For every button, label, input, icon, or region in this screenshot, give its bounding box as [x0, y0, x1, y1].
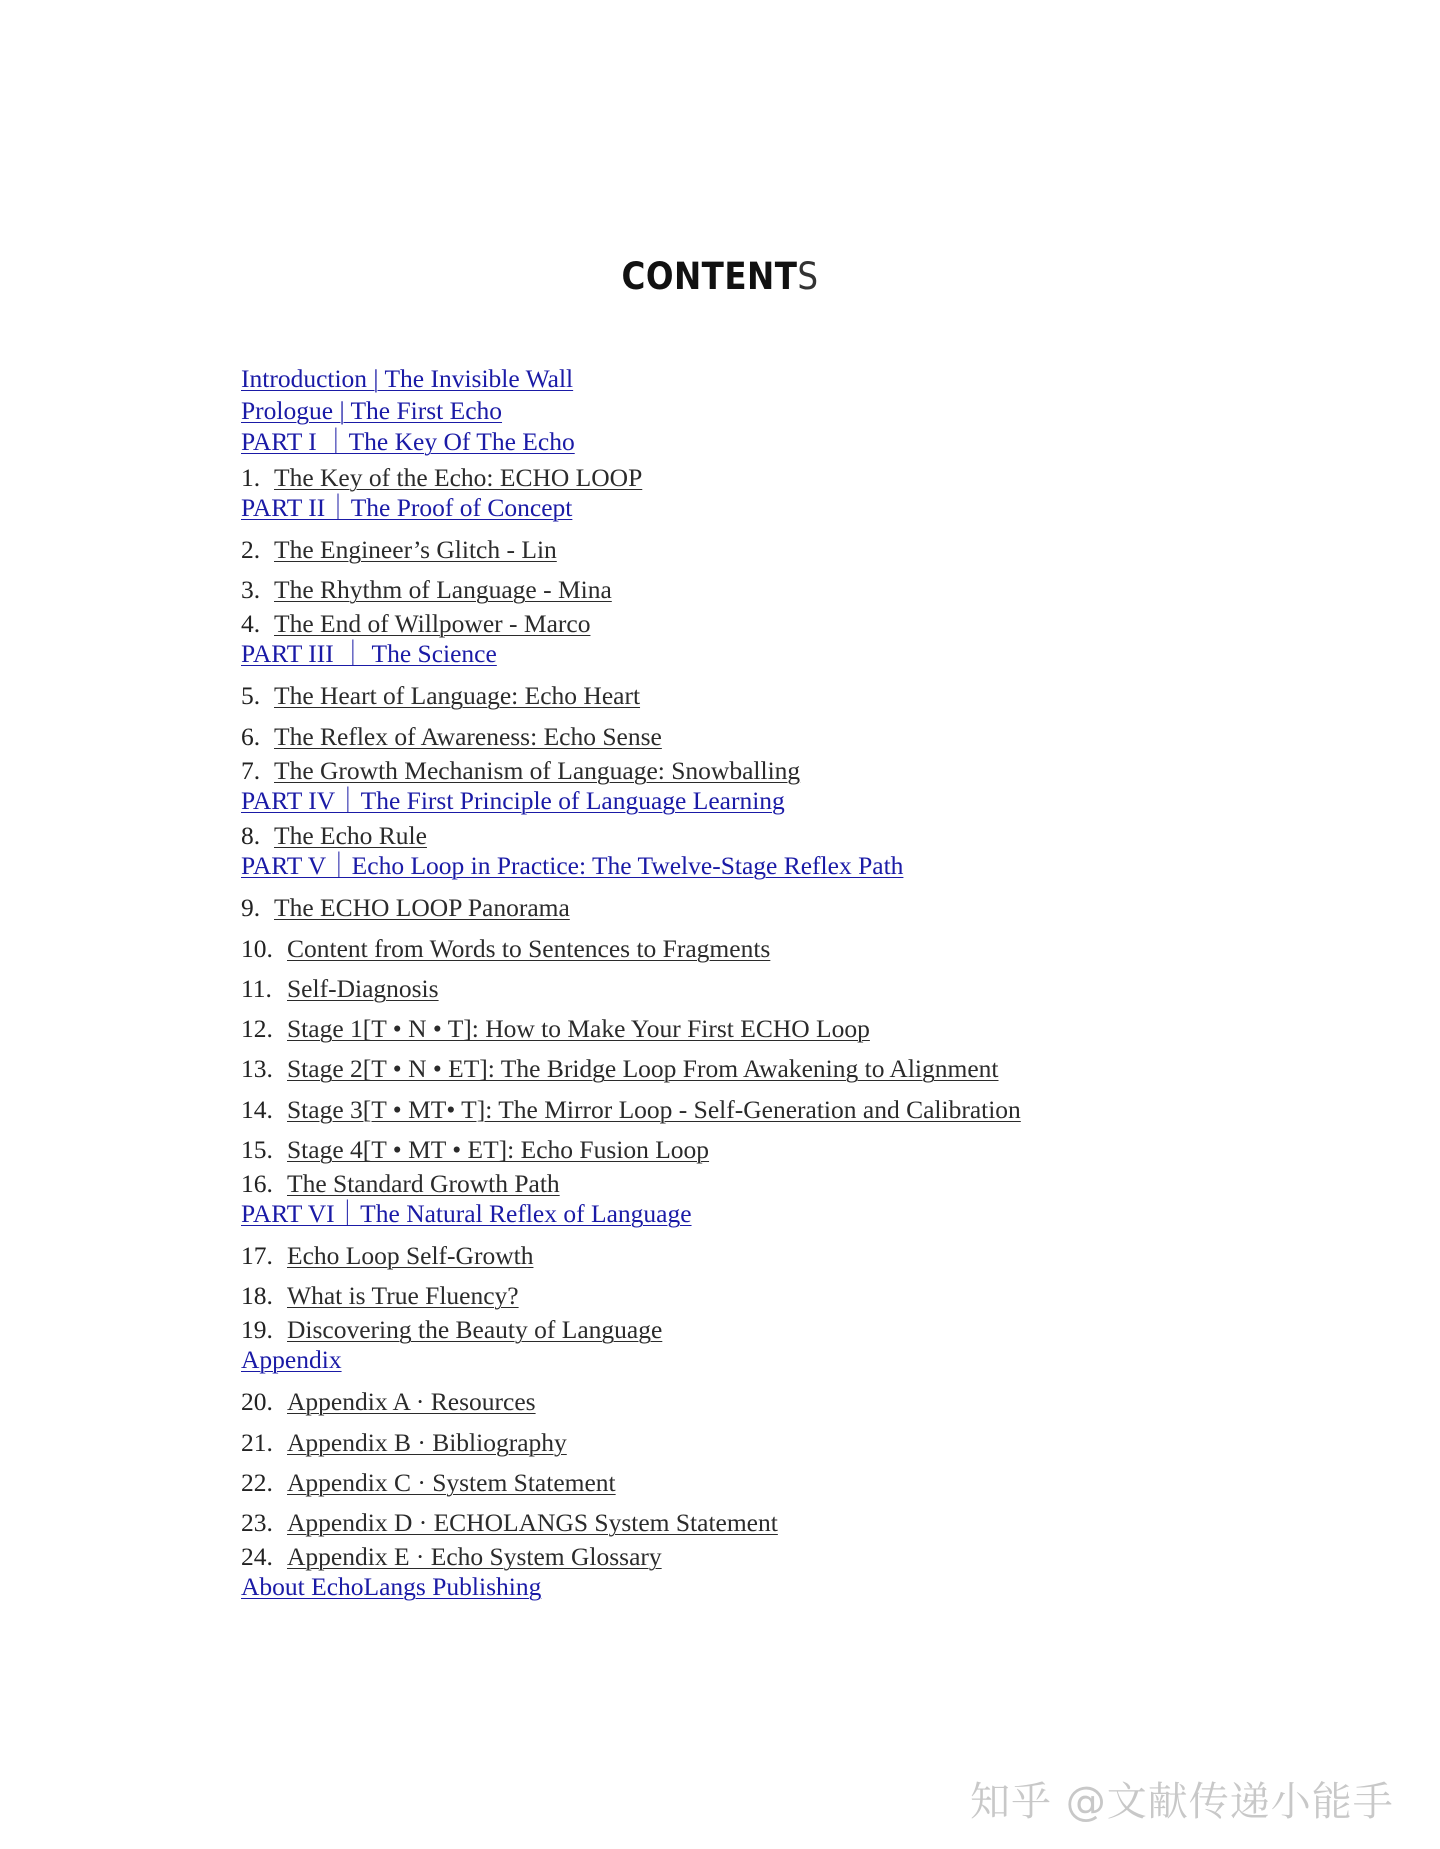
toc-chapter-number: 17.	[241, 1241, 273, 1271]
toc-chapter-row	[241, 1125, 1341, 1165]
toc-chapter-row	[241, 1271, 1341, 1311]
toc-chapter-row	[241, 1004, 1341, 1044]
toc-chapter-number: 8.	[241, 821, 261, 851]
toc-section-link[interactable]: Introduction | The Invisible Wall	[241, 364, 574, 393]
table-of-contents	[241, 364, 1341, 1604]
toc-chapter-number: 24.	[241, 1542, 273, 1572]
toc-section-row	[241, 786, 1341, 818]
toc-chapter-link[interactable]: What is True Fluency?	[287, 1281, 519, 1311]
toc-section-link[interactable]: Appendix	[241, 1345, 342, 1375]
toc-chapter-link[interactable]: Stage 2[T • N • ET]: The Bridge Loop From Awakening to Alignment	[287, 1054, 999, 1084]
toc-section-row	[241, 364, 1341, 396]
toc-chapter-row	[241, 1458, 1341, 1498]
toc-chapter-number: 12.	[241, 1014, 273, 1044]
toc-section-link[interactable]: PART IV｜The First Principle of Language Learning	[241, 785, 785, 815]
toc-chapter-link[interactable]: The ECHO LOOP Panorama	[274, 893, 570, 923]
toc-chapter-row	[241, 1498, 1341, 1538]
toc-chapter-link[interactable]: Appendix C · System Statement	[287, 1467, 616, 1497]
toc-section-link[interactable]: About EchoLangs Publishing	[241, 1572, 542, 1602]
toc-section-row	[241, 1345, 1341, 1377]
toc-chapter-number: 16.	[241, 1169, 273, 1199]
toc-chapter-number: 2.	[241, 535, 261, 565]
toc-chapter-number: 11.	[241, 973, 272, 1003]
toc-chapter-number: 9.	[241, 893, 261, 923]
toc-section-link[interactable]: PART VI｜The Natural Reflex of Language	[241, 1199, 692, 1229]
toc-chapter-link[interactable]: Appendix A · Resources	[287, 1387, 536, 1417]
toc-chapter-link[interactable]: The Growth Mechanism of Language: Snowballing	[274, 755, 801, 785]
toc-section-row	[241, 427, 1341, 459]
toc-chapter-number: 23.	[241, 1508, 273, 1538]
toc-section-row	[241, 396, 1341, 428]
toc-chapter-row	[241, 1538, 1341, 1572]
toc-chapter-row	[241, 1311, 1341, 1345]
toc-chapter-row	[241, 1165, 1341, 1199]
toc-section-row	[241, 639, 1341, 671]
toc-chapter-link[interactable]: The End of Willpower - Marco	[274, 609, 591, 639]
toc-chapter-number: 6.	[241, 721, 261, 751]
toc-chapter-number: 18.	[241, 1281, 273, 1311]
toc-chapter-number: 15.	[241, 1135, 273, 1165]
toc-chapter-row	[241, 711, 1341, 751]
toc-chapter-number: 20.	[241, 1387, 273, 1417]
toc-chapter-link[interactable]: The Engineer’s Glitch - Lin	[274, 535, 557, 565]
toc-section-link[interactable]: PART III ｜ The Science	[241, 639, 497, 669]
toc-section-row	[241, 1199, 1341, 1231]
toc-chapter-number: 7.	[241, 755, 261, 785]
toc-chapter-link[interactable]: The Reflex of Awareness: Echo Sense	[274, 721, 662, 751]
toc-chapter-row	[241, 923, 1341, 963]
page-title-tail: S	[797, 255, 819, 298]
toc-chapter-row	[241, 1231, 1341, 1271]
toc-section-row	[241, 1572, 1341, 1604]
toc-chapter-row	[241, 1377, 1341, 1417]
toc-chapter-row	[241, 817, 1341, 851]
toc-chapter-row	[241, 1044, 1341, 1084]
toc-chapter-number: 5.	[241, 681, 261, 711]
toc-chapter-link[interactable]: The Heart of Language: Echo Heart	[274, 681, 641, 711]
toc-chapter-link[interactable]: The Standard Growth Path	[287, 1169, 560, 1199]
toc-chapter-number: 22.	[241, 1467, 273, 1497]
toc-chapter-link[interactable]: Stage 4[T • MT • ET]: Echo Fusion Loop	[287, 1135, 710, 1165]
toc-chapter-row	[241, 459, 1341, 493]
toc-chapter-link[interactable]: Discovering the Beauty of Language	[287, 1315, 663, 1345]
toc-chapter-link[interactable]: The Key of the Echo: ECHO LOOP	[274, 463, 643, 493]
toc-chapter-row	[241, 605, 1341, 639]
toc-chapter-link[interactable]: Stage 3[T • MT• T]: The Mirror Loop - Self-Generation and Calibration	[287, 1094, 1021, 1124]
toc-chapter-link[interactable]: Appendix B · Bibliography	[287, 1427, 567, 1457]
toc-chapter-number: 19.	[241, 1315, 273, 1345]
watermark-text: 知乎 @文献传递小能手	[970, 1779, 1394, 1825]
toc-chapter-row	[241, 883, 1341, 923]
page-title	[86, 255, 1353, 298]
toc-section-link[interactable]: PART V｜Echo Loop in Practice: The Twelve-Stage Reflex Path	[241, 851, 904, 881]
toc-section-link[interactable]: PART I ｜The Key Of The Echo	[241, 427, 575, 457]
toc-chapter-link[interactable]: Stage 1[T • N • T]: How to Make Your First ECHO Loop	[287, 1014, 870, 1044]
page-title-main: CONTENT	[621, 255, 798, 298]
toc-chapter-row	[241, 565, 1341, 605]
toc-chapter-link[interactable]: Content from Words to Sentences to Fragments	[287, 933, 771, 963]
toc-chapter-number: 21.	[241, 1427, 273, 1457]
toc-chapter-link[interactable]: The Echo Rule	[274, 821, 427, 851]
toc-chapter-number: 14.	[241, 1094, 273, 1124]
toc-chapter-row	[241, 1084, 1341, 1124]
toc-section-link[interactable]: PART II｜The Proof of Concept	[241, 493, 573, 523]
toc-chapter-number: 1.	[241, 463, 261, 493]
toc-chapter-link[interactable]: Appendix E · Echo System Glossary	[287, 1542, 662, 1572]
toc-chapter-row	[241, 671, 1341, 711]
toc-chapter-link[interactable]: Appendix D · ECHOLANGS System Statement	[287, 1508, 778, 1538]
toc-chapter-number: 10.	[241, 933, 273, 963]
toc-chapter-link[interactable]: The Rhythm of Language - Mina	[274, 575, 612, 605]
toc-chapter-row	[241, 964, 1341, 1004]
toc-chapter-row	[241, 525, 1341, 565]
toc-chapter-row	[241, 752, 1341, 786]
toc-section-link[interactable]: Prologue | The First Echo	[241, 395, 503, 425]
toc-chapter-row	[241, 1417, 1341, 1457]
toc-chapter-number: 4.	[241, 609, 261, 639]
toc-chapter-link[interactable]: Self-Diagnosis	[287, 973, 439, 1003]
toc-chapter-number: 3.	[241, 575, 261, 605]
toc-chapter-link[interactable]: Echo Loop Self-Growth	[287, 1241, 534, 1271]
toc-section-row	[241, 851, 1341, 883]
toc-section-row	[241, 493, 1341, 525]
toc-chapter-number: 13.	[241, 1054, 273, 1084]
